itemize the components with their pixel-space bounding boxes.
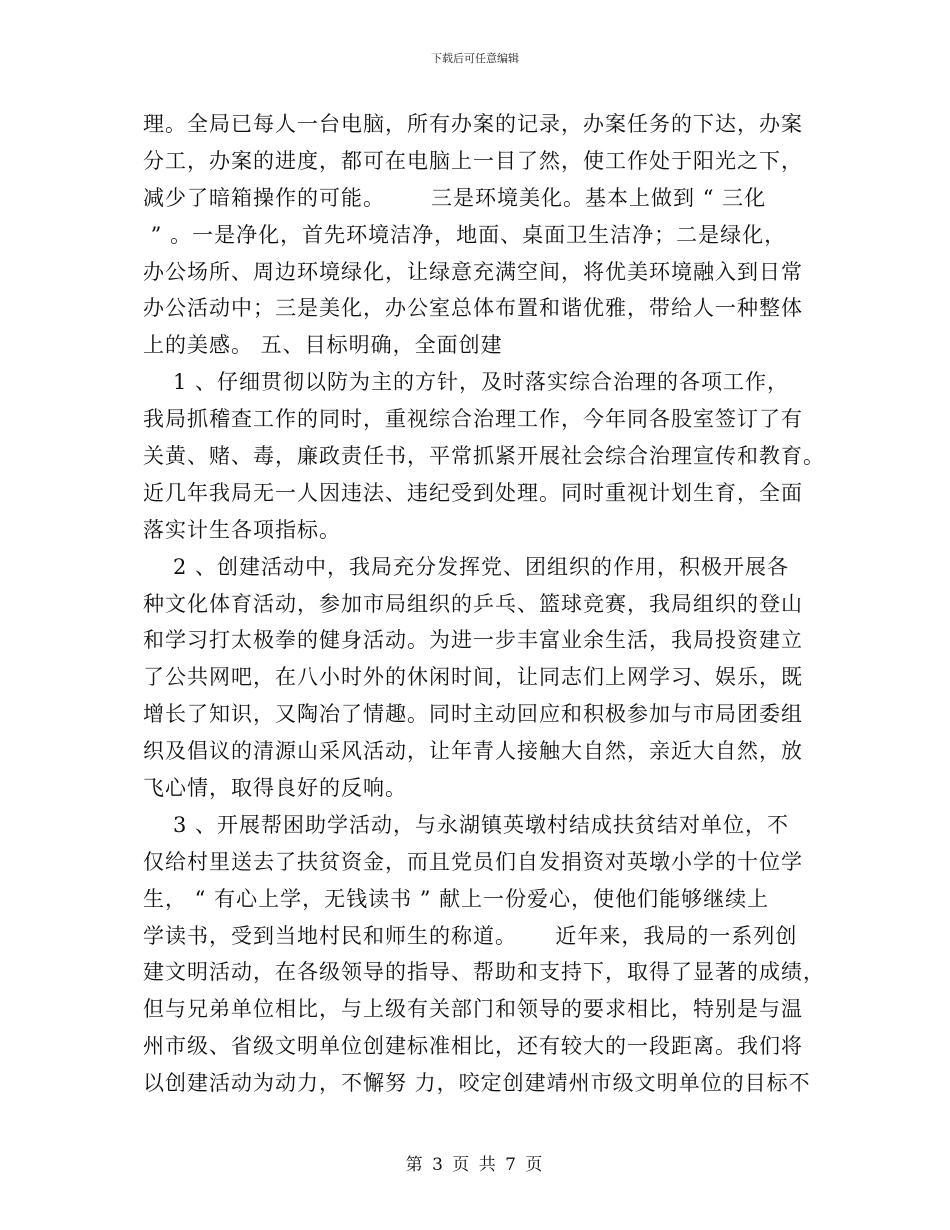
- text-line: 学读书，受到当地村民和师生的称道。 近年来，我局的一系列创: [143, 923, 798, 948]
- text-line: 理。全局已每人一台电脑，所有办案的记录，办案任务的下达，办案: [143, 112, 803, 136]
- text-line: 生， “ 有心上学，无钱读书 ” 献上一份爱心，使他们能够继续上: [143, 886, 770, 911]
- text-line: 但与兄弟单位相比，与上级有关部门和领导的要求相比，特别是与温: [143, 997, 803, 1022]
- text-line: 1 、仔细贯彻以防为主的方针，及时落实综合治理的各项工作，: [173, 370, 790, 395]
- text-line: 飞心情，取得良好的反响。: [143, 776, 407, 801]
- text-line: 了公共网吧，在八小时外的休闲时间，让同志们上网学习、娱乐，既: [143, 665, 803, 690]
- text-line: 分工，办案的进度，都可在电脑上一目了然，使工作处于阳光之下，: [143, 148, 803, 173]
- text-line: 和学习打太极拳的健身活动。为进一步丰富业余生活，我局投资建立: [143, 628, 803, 653]
- text-line: 织及倡议的清源山采风活动，让年青人接触大自然，亲近大自然，放: [143, 739, 803, 764]
- page-number: 第 3 页 共 7 页: [405, 1155, 545, 1175]
- text-line: 以创建活动为动力，不懈努 力，咬定创建靖州市级文明单位的目标不: [143, 1071, 811, 1096]
- text-line: 近几年我局无一人因违法、违纪受到处理。同时重视计划生育，全面: [143, 480, 803, 505]
- text-line: 关黄、赌、毒，廉政责任书，平常抓紧开展社会综合治理宣传和教育。: [143, 444, 825, 469]
- page-header: 下载后可任意编辑: [431, 52, 519, 65]
- text-line: 我局抓稽查工作的同时，重视综合治理工作，今年同各股室签订了有: [143, 407, 803, 432]
- text-line: 落实计生各项指标。: [143, 517, 341, 542]
- text-line: 建文明活动，在各级领导的指导、帮助和支持下，取得了显著的成绩，: [143, 960, 825, 985]
- text-line: 增长了知识，又陶冶了情趣。同时主动回应和积极参加与市局团委组: [143, 702, 803, 727]
- text-line: 州市级、省级文明单位创建标准相比，还有较大的一段距离。我们将: [143, 1034, 803, 1059]
- text-line: 减少了暗箱操作的可能。 三是环境美化。基本上做到 “ 三化: [143, 185, 767, 210]
- document-body: [143, 106, 825, 1102]
- text-line: ” 。一是净化，首先环境洁净，地面、桌面卫生洁净；二是绿化，: [143, 222, 787, 247]
- text-line: 3 、开展帮困助学活动，与永湖镇英墩村结成扶贫结对单位，不: [173, 812, 790, 837]
- text-line: 办公场所、周边环境绿化，让绿意充满空间，将优美环境融入到日常: [143, 259, 803, 284]
- text-line: 上的美感。 五、目标明确，全面创建: [143, 333, 503, 358]
- text-line: 种文化体育活动，参加市局组织的乒乓、篮球竞赛，我局组织的登山: [143, 591, 803, 616]
- text-line: 2 、创建活动中，我局充分发挥党、团组织的作用，积极开展各: [173, 554, 790, 579]
- text-line: 仅给村里送去了扶贫资金，而且党员们自发捐资对英墩小学的十位学: [143, 849, 803, 874]
- text-line: 办公活动中；三是美化，办公室总体布置和谐优雅，带给人一种整体: [143, 296, 803, 321]
